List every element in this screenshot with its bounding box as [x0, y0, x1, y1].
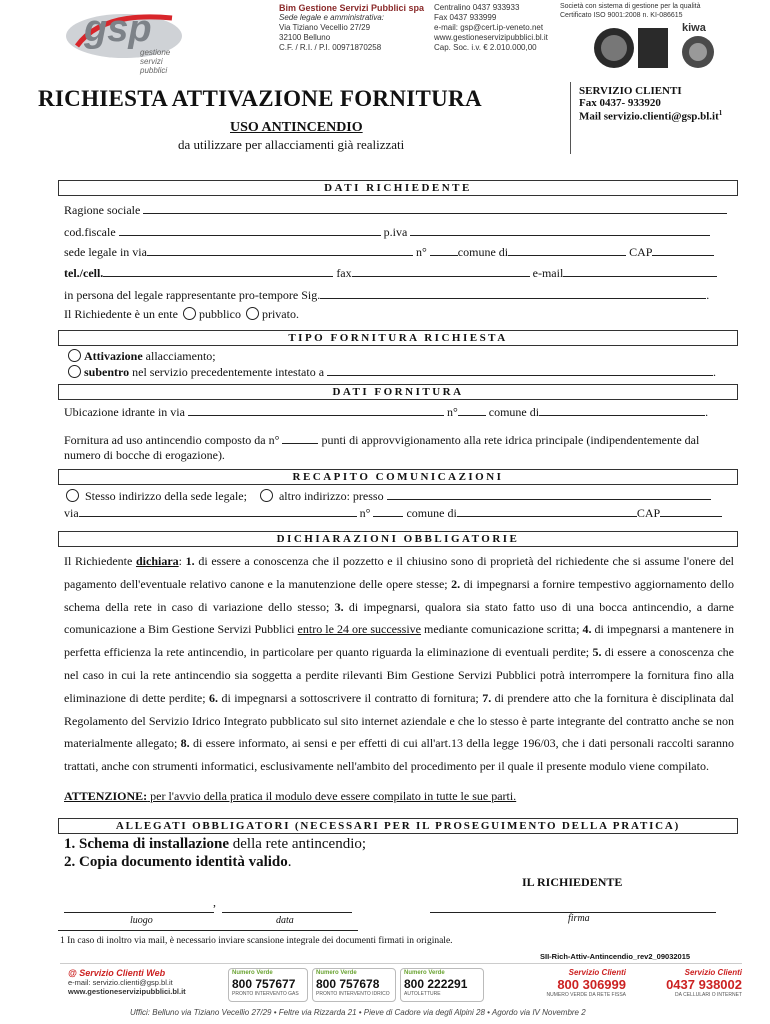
recapito-n-label: n°	[359, 506, 371, 520]
sede-cap-label: CAP	[629, 245, 653, 259]
footer-contacts	[60, 963, 742, 1006]
decl-n5: 5.	[592, 645, 602, 660]
sc-cell-label: Servizio Clienti	[684, 968, 742, 977]
sede-row	[64, 244, 714, 260]
nv-idrico-label: Numero Verde	[316, 970, 357, 976]
recapito-row	[64, 488, 711, 504]
section-delivery-heading: RECAPITO COMUNICAZIONI	[58, 469, 738, 485]
footnote-separator	[58, 930, 358, 931]
logo-sub3: pubblici	[140, 66, 168, 75]
decl-n2: 2.	[451, 576, 461, 591]
recapito-comune-field[interactable]	[457, 505, 637, 517]
subentro-row: subentro nel servizio precedentemente intestato a .	[66, 364, 716, 380]
signature-heading: IL RICHIEDENTE	[522, 875, 623, 889]
punti-text: punti di approvvigionamento alla rete idrica principale (indipendentemente	[321, 433, 682, 447]
logo-sub2: servizi	[140, 57, 163, 66]
kiwa-mark: kiwa	[682, 22, 706, 34]
sc-cell-sub: DA CELLULARI O INTERNET	[675, 992, 742, 998]
radio-same-address[interactable]	[66, 489, 79, 502]
presso-field[interactable]	[387, 488, 711, 500]
legale-row: in persona del legale rappresentante pro-tempore Sig. .	[64, 288, 710, 302]
service-mail[interactable]: Mail servizio.clienti@gsp.bl.it	[579, 110, 719, 123]
tel-field[interactable]	[103, 265, 333, 277]
signature-comma: ,	[213, 895, 216, 909]
ubicazione-comune-label: comune di	[488, 405, 540, 419]
allacciamento-label: allacciamento;	[145, 349, 216, 363]
hq-label: Sede legale e amministrativa:	[279, 13, 384, 22]
firma-field[interactable]	[430, 900, 716, 913]
company-name: Bim Gestione Servizi Pubblici spa	[279, 3, 425, 13]
footnote	[60, 936, 453, 946]
city: 32100 Belluno	[279, 33, 331, 42]
ragione-sociale-row	[64, 202, 727, 218]
bocche-text: dal numero di bocche di erogazione).	[64, 433, 700, 462]
service-title: SERVIZIO CLIENTI	[579, 85, 682, 97]
decl-n1: 1.	[185, 554, 195, 568]
decl-t9: di prendere atto che la fornitura è disciplinata dal Regolamento del Servizio Idrico Integrato pubblicato sul sito internet aziendale e che lo stesso è parte integrante del contratto anche se non materialmente allegato;	[64, 690, 734, 751]
ente-row	[64, 307, 299, 322]
logo-wordmark: gsp	[84, 8, 152, 50]
radio-privato[interactable]	[246, 307, 259, 320]
servizio-clienti-fisso	[518, 968, 626, 998]
nv-gas-number[interactable]: 800 757677	[232, 977, 296, 991]
ragione-sociale-field[interactable]	[143, 202, 727, 214]
footer-web-title-text: Servizio Clienti Web	[79, 968, 166, 978]
at-icon: @	[68, 968, 80, 978]
usage-note: da utilizzare per allacciamenti già realizzati	[178, 137, 405, 152]
piva-label: p.iva	[383, 225, 408, 239]
footnote-mark: 1	[60, 936, 65, 946]
recapito-cap-label: CAP	[636, 506, 661, 520]
sede-n-label: n°	[415, 245, 427, 259]
data-field[interactable]	[222, 900, 352, 913]
servizio-clienti-cellulari	[634, 968, 742, 998]
footer-web-email[interactable]: e-mail: servizio.clienti@gsp.bl.it	[68, 978, 173, 987]
subentro-text: nel servizio precedentemente intestato a	[132, 365, 325, 379]
fax: Fax 0437 933999	[434, 13, 497, 22]
page-title: RICHIESTA ATTIVAZIONE FORNITURA	[38, 86, 482, 111]
attention-note	[64, 789, 516, 804]
subentro-field[interactable]	[327, 364, 713, 376]
decl-n6: 6.	[209, 690, 219, 705]
recapito-n-field[interactable]	[373, 505, 403, 517]
data-label: data	[276, 915, 294, 926]
radio-pubblico[interactable]	[183, 307, 196, 320]
company-address-block	[279, 3, 429, 53]
use-subtitle: USO ANTINCENDIO	[230, 120, 363, 135]
cod-fiscale-label: cod.fiscale	[64, 225, 116, 239]
decl-n3: 3.	[334, 599, 344, 614]
luogo-field[interactable]	[64, 900, 214, 913]
tel-label: tel./cell.	[64, 266, 104, 280]
section-supply-data-heading: DATI FORNITURA	[58, 384, 738, 400]
recapito-comune-label: comune di	[406, 506, 457, 520]
decl-t4: di impegnarsi, qualora sia stato fatto uso di una bocca antincendio, a darne comunicazione a Bim Gestione Servizi Pubblici	[64, 599, 734, 637]
cert-line1: Società con sistema di gestione per la qualità	[560, 3, 701, 10]
service-box	[570, 82, 741, 154]
pubblico-label: pubblico	[198, 307, 241, 321]
attention-label: ATTENZIONE:	[64, 789, 148, 803]
radio-subentro[interactable]	[68, 365, 81, 378]
decl-t8: di impegnarsi a sottoscrivere il contratto di fornitura;	[218, 690, 483, 705]
footer-web-title	[68, 968, 198, 978]
decl-entro: entro le 24 ore successive	[297, 622, 422, 637]
share-capital: Cap. Soc. i.v. € 2.010.000,00	[434, 43, 537, 52]
recapito-via-field[interactable]	[79, 505, 357, 517]
footnote-text: In caso di inoltro via mail, è necessario inviare scansione integrale dei documenti firmati in originale.	[64, 936, 453, 946]
street: Via Tiziano Vecellio 27/29	[279, 23, 371, 32]
numero-verde-idrico	[312, 968, 396, 1002]
company-contacts-block	[434, 3, 554, 53]
phone: Centralino 0437 933933	[434, 3, 520, 12]
attachment-2-rest: .	[287, 854, 292, 870]
footer-web-block	[68, 968, 198, 996]
decl-n4: 4.	[582, 622, 592, 637]
footnote-ref: 1	[718, 109, 723, 117]
section-supply-type-heading: TIPO FORNITURA RICHIESTA	[58, 330, 738, 346]
privato-label: privato.	[261, 307, 299, 321]
fax-label: fax	[336, 266, 352, 280]
contacts-row	[64, 265, 717, 281]
attachment-1-bold: 1. Schema di installazione	[64, 836, 230, 852]
sede-label: sede legale in via	[64, 245, 147, 259]
section-requester-heading: DATI RICHIEDENTE	[58, 180, 738, 196]
sede-comune-field[interactable]	[508, 244, 626, 256]
nv-auto-label: Numero Verde	[404, 970, 445, 976]
ragione-sociale-label: Ragione sociale	[64, 203, 141, 217]
email-field[interactable]	[563, 265, 717, 277]
nv-gas-label: Numero Verde	[232, 970, 273, 976]
fax-field[interactable]	[352, 265, 530, 277]
section-declarations-heading: DICHIARAZIONI OBBLIGATORIE	[58, 531, 738, 547]
decl-t3: di impegnarsi a fornire tempestivo aggiornamento dello schema della rete in caso di variazione dello stesso;	[64, 576, 734, 614]
legale-field[interactable]	[320, 287, 706, 299]
nv-auto-number[interactable]: 800 222291	[404, 977, 468, 991]
sede-n-field[interactable]	[430, 244, 458, 256]
sede-via-field[interactable]	[147, 244, 413, 256]
decl-n7: 7.	[482, 690, 492, 705]
website: www.gestioneservizipubblici.bl.it	[434, 33, 548, 42]
numero-verde-gas	[228, 968, 308, 1002]
ubicazione-row: Ubicazione idrante in via n° comune di .	[64, 405, 709, 419]
footer-web-site[interactable]: www.gestioneservizipubblici.bl.it	[68, 987, 186, 996]
recapito-via-label: via	[64, 506, 79, 520]
decl-t6: di impegnarsi a mantenere in perfetta efficienza la rete antincendio, in particolare per quanto riguarda la eliminazione di eventuali perdite;	[64, 622, 734, 660]
attachment-2-bold: 2. Copia documento identità valido	[64, 854, 288, 870]
ubicazione-field[interactable]	[188, 404, 444, 416]
sc-cell-number[interactable]: 0437 938002	[666, 977, 742, 992]
nv-idrico-number[interactable]: 800 757678	[316, 977, 380, 991]
sc-fisso-number[interactable]: 800 306999	[557, 977, 626, 992]
legale-label: in persona del legale rappresentante pro-tempore Sig.	[64, 288, 321, 302]
ubicazione-comune-field[interactable]	[539, 404, 705, 416]
certification-block	[560, 2, 740, 75]
codfiscale-row	[64, 224, 710, 240]
attivazione-row	[66, 349, 216, 364]
decl-colon: :	[178, 554, 186, 568]
pec-email: e-mail: gsp@cert.ip-veneto.net	[434, 23, 544, 32]
numero-verde-autoletture	[400, 968, 484, 1002]
decl-intro: Il Richiedente	[64, 554, 133, 568]
piva-field[interactable]	[410, 224, 710, 236]
sede-comune-label: comune di	[457, 245, 509, 259]
decl-n8: 8.	[180, 736, 190, 751]
composizione-paragraph	[64, 432, 736, 463]
document-code: SII-Rich-Attiv-Antincendio_rev2_09032015	[540, 952, 691, 961]
nv-gas-sub: PRONTO INTERVENTO GAS	[232, 991, 299, 997]
ubicazione-n-field[interactable]	[458, 404, 486, 416]
section-attachments-heading: ALLEGATI OBBLIGATORI (NECESSARI PER IL PROSEGUIMENTO DELLA PRATICA)	[58, 818, 738, 834]
radio-other-address[interactable]	[260, 489, 273, 502]
nv-idrico-sub: PRONTO INTERVENTO IDRICO	[316, 991, 390, 997]
recapito-via-row	[64, 505, 722, 521]
offices-text: Belluno via Tiziano Vecellio 27/29 • Feltre via Rizzarda 21 • Pieve di Cadore via degli Alpini 28 • Agordo via IV Novembre 2	[152, 1008, 586, 1017]
punti-count-field[interactable]	[282, 432, 318, 444]
other-address-label: altro indirizzo: presso	[278, 489, 384, 503]
attachment-1-rest: della rete antincendio;	[229, 836, 367, 852]
attention-text: per l'avvio della pratica il modulo deve essere compilato in tutte le sue parti.	[147, 789, 517, 803]
ente-label: Il Richiedente è un ente	[64, 307, 178, 321]
logo-sub1: gestione	[140, 48, 171, 57]
declarations-text	[64, 550, 734, 778]
nv-auto-sub: AUTOLETTURE	[404, 991, 441, 997]
luogo-label: luogo	[130, 915, 153, 926]
decl-t2: di essere a conoscenza che il pozzetto e il chiusino sono di proprietà del richiedente che si assume l'onere del pagamento dell'eventuale relativo canone e la manutenzione delle opere stesse;	[64, 554, 735, 591]
sede-cap-field[interactable]	[652, 244, 714, 256]
service-fax: Fax 0437- 933920	[579, 97, 661, 109]
cod-fiscale-field[interactable]	[119, 224, 381, 236]
sc-fisso-sub: NUMERO VERDE DA RETE FISSA	[546, 992, 626, 998]
same-address-label: Stesso indirizzo della sede legale;	[85, 489, 247, 503]
firma-label: firma	[568, 913, 590, 924]
recapito-cap-field[interactable]	[660, 505, 722, 517]
decl-t5: mediante comunicazione scritta;	[421, 622, 583, 637]
composto-label: Fornitura ad uso antincendio composto da n°	[64, 433, 280, 447]
radio-attivazione[interactable]	[68, 349, 81, 362]
decl-t7: di essere a conoscenza che nel caso in cui la rete antincendio sia soggetta a perdite rilevanti Bim Gestione Servizi Pubblici potrà interrompere la fornitura fino alla eliminazione di dette perdite;	[64, 645, 734, 705]
decl-dichiara: dichiara	[135, 554, 179, 568]
footer-offices	[130, 1008, 586, 1017]
offices-label: Uffici:	[130, 1008, 150, 1017]
sc-fisso-label: Servizio Clienti	[568, 968, 626, 977]
cert-line2: Certificato ISO 9001:2008 n. KI-086615	[560, 12, 683, 19]
subentro-label: subentro	[84, 365, 130, 379]
attivazione-label: Attivazione	[84, 349, 143, 363]
ubicazione-label: Ubicazione idrante in via	[64, 405, 185, 419]
service-mail-row	[571, 109, 741, 123]
attachment-2	[64, 854, 292, 871]
ubicazione-n-label: n°	[446, 405, 458, 419]
attachment-1	[64, 836, 366, 853]
decl-t10: di essere informato, ai sensi e per effetti di cui all'art.13 della legge 196/03, che i dati personali raccolti saranno trattati, anche con strumenti informatici, esclusivamente nell'ambito del procedimento per il quale il presente modulo viene compilato.	[64, 736, 734, 774]
email-label: e-mail	[532, 266, 564, 280]
tax-code: C.F. / R.I. / P.I. 00971870258	[279, 43, 382, 52]
gsp-logo	[62, 6, 192, 76]
